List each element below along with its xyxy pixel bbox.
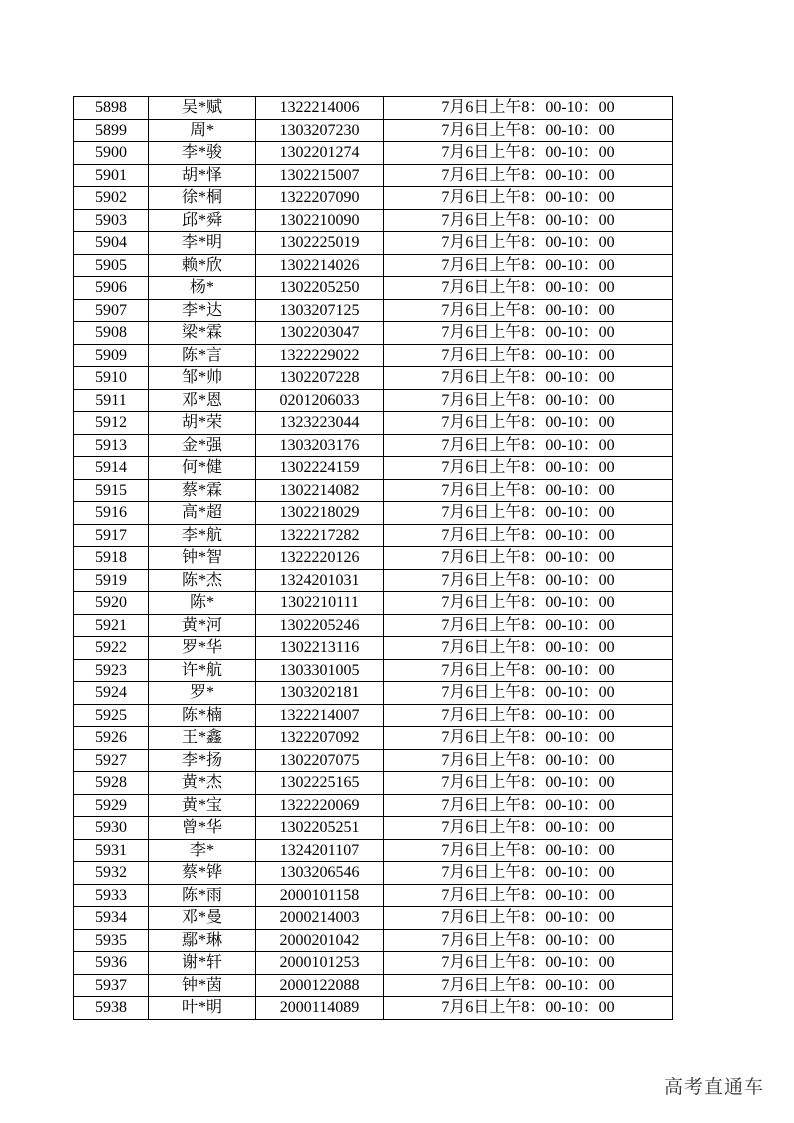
- candidate-id-cell: 1322220069: [256, 794, 384, 817]
- exam-time-cell: 7月6日上午8：00-10：00: [384, 952, 673, 975]
- candidate-id-cell: 1303206546: [256, 862, 384, 885]
- name-cell: 陈*言: [149, 344, 256, 367]
- candidate-id-cell: 1302205251: [256, 817, 384, 840]
- table-row: [74, 592, 673, 615]
- exam-time-cell: 7月6日上午8：00-10：00: [384, 389, 673, 412]
- row-number-cell: 5900: [74, 142, 149, 165]
- schedule-table: [73, 96, 673, 1020]
- candidate-id-cell: 1322214006: [256, 97, 384, 120]
- exam-time-cell: 7月6日上午8：00-10：00: [384, 592, 673, 615]
- row-number-cell: 5920: [74, 592, 149, 615]
- exam-time-cell: 7月6日上午8：00-10：00: [384, 614, 673, 637]
- table-row: [74, 749, 673, 772]
- table-row: [74, 929, 673, 952]
- name-cell: 高*超: [149, 502, 256, 525]
- name-cell: 邓*恩: [149, 389, 256, 412]
- row-number-cell: 5931: [74, 839, 149, 862]
- name-cell: 罗*华: [149, 637, 256, 660]
- table-row: [74, 839, 673, 862]
- name-cell: 黄*宝: [149, 794, 256, 817]
- candidate-id-cell: 1303301005: [256, 659, 384, 682]
- row-number-cell: 5905: [74, 254, 149, 277]
- row-number-cell: 5922: [74, 637, 149, 660]
- name-cell: 李*达: [149, 299, 256, 322]
- exam-time-cell: 7月6日上午8：00-10：00: [384, 524, 673, 547]
- row-number-cell: 5932: [74, 862, 149, 885]
- table-row: [74, 974, 673, 997]
- exam-time-cell: 7月6日上午8：00-10：00: [384, 119, 673, 142]
- name-cell: 黄*杰: [149, 772, 256, 795]
- row-number-cell: 5908: [74, 322, 149, 345]
- name-cell: 蔡*霖: [149, 479, 256, 502]
- name-cell: 钟*茵: [149, 974, 256, 997]
- candidate-id-cell: 1324201107: [256, 839, 384, 862]
- name-cell: 吴*赋: [149, 97, 256, 120]
- candidate-id-cell: 1302205250: [256, 277, 384, 300]
- candidate-id-cell: 2000101253: [256, 952, 384, 975]
- name-cell: 许*航: [149, 659, 256, 682]
- exam-time-cell: 7月6日上午8：00-10：00: [384, 209, 673, 232]
- exam-time-cell: 7月6日上午8：00-10：00: [384, 974, 673, 997]
- candidate-id-cell: 1324201031: [256, 569, 384, 592]
- row-number-cell: 5913: [74, 434, 149, 457]
- name-cell: 黄*河: [149, 614, 256, 637]
- name-cell: 梁*霖: [149, 322, 256, 345]
- exam-time-cell: 7月6日上午8：00-10：00: [384, 232, 673, 255]
- row-number-cell: 5909: [74, 344, 149, 367]
- name-cell: 胡*怿: [149, 164, 256, 187]
- candidate-id-cell: 1322217282: [256, 524, 384, 547]
- table-row: [74, 97, 673, 120]
- name-cell: 金*强: [149, 434, 256, 457]
- row-number-cell: 5906: [74, 277, 149, 300]
- exam-time-cell: 7月6日上午8：00-10：00: [384, 412, 673, 435]
- table-row: [74, 862, 673, 885]
- row-number-cell: 5933: [74, 884, 149, 907]
- exam-time-cell: 7月6日上午8：00-10：00: [384, 367, 673, 390]
- exam-time-cell: 7月6日上午8：00-10：00: [384, 772, 673, 795]
- table-row: [74, 772, 673, 795]
- exam-time-cell: 7月6日上午8：00-10：00: [384, 817, 673, 840]
- exam-time-cell: 7月6日上午8：00-10：00: [384, 659, 673, 682]
- table-row: [74, 884, 673, 907]
- row-number-cell: 5914: [74, 457, 149, 480]
- name-cell: 陈*雨: [149, 884, 256, 907]
- exam-time-cell: 7月6日上午8：00-10：00: [384, 164, 673, 187]
- exam-time-cell: 7月6日上午8：00-10：00: [384, 749, 673, 772]
- exam-time-cell: 7月6日上午8：00-10：00: [384, 839, 673, 862]
- name-cell: 李*扬: [149, 749, 256, 772]
- candidate-id-cell: 1302225019: [256, 232, 384, 255]
- candidate-id-cell: 1302214082: [256, 479, 384, 502]
- table-row: [74, 997, 673, 1020]
- name-cell: 陈*楠: [149, 704, 256, 727]
- name-cell: 周*: [149, 119, 256, 142]
- name-cell: 邱*舜: [149, 209, 256, 232]
- candidate-id-cell: 1302224159: [256, 457, 384, 480]
- row-number-cell: 5937: [74, 974, 149, 997]
- exam-time-cell: 7月6日上午8：00-10：00: [384, 344, 673, 367]
- exam-time-cell: 7月6日上午8：00-10：00: [384, 884, 673, 907]
- table-row: [74, 502, 673, 525]
- candidate-id-cell: 1303203176: [256, 434, 384, 457]
- name-cell: 陈*杰: [149, 569, 256, 592]
- candidate-id-cell: 1303207125: [256, 299, 384, 322]
- candidate-id-cell: 1302213116: [256, 637, 384, 660]
- exam-time-cell: 7月6日上午8：00-10：00: [384, 457, 673, 480]
- candidate-id-cell: 1302210111: [256, 592, 384, 615]
- table-row: [74, 794, 673, 817]
- candidate-id-cell: 1302205246: [256, 614, 384, 637]
- table-row: [74, 682, 673, 705]
- table-row: [74, 479, 673, 502]
- exam-time-cell: 7月6日上午8：00-10：00: [384, 547, 673, 570]
- exam-time-cell: 7月6日上午8：00-10：00: [384, 142, 673, 165]
- row-number-cell: 5912: [74, 412, 149, 435]
- table-row: [74, 209, 673, 232]
- name-cell: 鄢*琳: [149, 929, 256, 952]
- exam-time-cell: 7月6日上午8：00-10：00: [384, 929, 673, 952]
- exam-time-cell: 7月6日上午8：00-10：00: [384, 187, 673, 210]
- name-cell: 邓*曼: [149, 907, 256, 930]
- name-cell: 钟*智: [149, 547, 256, 570]
- row-number-cell: 5911: [74, 389, 149, 412]
- row-number-cell: 5901: [74, 164, 149, 187]
- candidate-id-cell: 1322214007: [256, 704, 384, 727]
- candidate-id-cell: 1322220126: [256, 547, 384, 570]
- row-number-cell: 5902: [74, 187, 149, 210]
- exam-time-cell: 7月6日上午8：00-10：00: [384, 997, 673, 1020]
- row-number-cell: 5898: [74, 97, 149, 120]
- candidate-id-cell: 1302218029: [256, 502, 384, 525]
- exam-time-cell: 7月6日上午8：00-10：00: [384, 254, 673, 277]
- candidate-id-cell: 2000122088: [256, 974, 384, 997]
- name-cell: 李*航: [149, 524, 256, 547]
- table-row: [74, 457, 673, 480]
- name-cell: 李*骏: [149, 142, 256, 165]
- table-row: [74, 389, 673, 412]
- candidate-id-cell: 1302207228: [256, 367, 384, 390]
- exam-time-cell: 7月6日上午8：00-10：00: [384, 907, 673, 930]
- row-number-cell: 5915: [74, 479, 149, 502]
- exam-time-cell: 7月6日上午8：00-10：00: [384, 434, 673, 457]
- name-cell: 叶*明: [149, 997, 256, 1020]
- row-number-cell: 5934: [74, 907, 149, 930]
- row-number-cell: 5925: [74, 704, 149, 727]
- candidate-id-cell: 2000201042: [256, 929, 384, 952]
- exam-time-cell: 7月6日上午8：00-10：00: [384, 479, 673, 502]
- name-cell: 曾*华: [149, 817, 256, 840]
- row-number-cell: 5923: [74, 659, 149, 682]
- exam-time-cell: 7月6日上午8：00-10：00: [384, 97, 673, 120]
- table-row: [74, 704, 673, 727]
- name-cell: 徐*桐: [149, 187, 256, 210]
- name-cell: 陈*: [149, 592, 256, 615]
- candidate-id-cell: 1302225165: [256, 772, 384, 795]
- table-row: [74, 434, 673, 457]
- candidate-id-cell: 1323223044: [256, 412, 384, 435]
- candidate-id-cell: 1322229022: [256, 344, 384, 367]
- schedule-table-body: [74, 97, 673, 1020]
- name-cell: 邹*帅: [149, 367, 256, 390]
- candidate-id-cell: 1303207230: [256, 119, 384, 142]
- candidate-id-cell: 0201206033: [256, 389, 384, 412]
- row-number-cell: 5929: [74, 794, 149, 817]
- exam-time-cell: 7月6日上午8：00-10：00: [384, 637, 673, 660]
- table-row: [74, 119, 673, 142]
- table-row: [74, 187, 673, 210]
- table-row: [74, 952, 673, 975]
- row-number-cell: 5904: [74, 232, 149, 255]
- name-cell: 何*健: [149, 457, 256, 480]
- table-row: [74, 232, 673, 255]
- candidate-id-cell: 2000214003: [256, 907, 384, 930]
- row-number-cell: 5936: [74, 952, 149, 975]
- name-cell: 李*: [149, 839, 256, 862]
- table-row: [74, 142, 673, 165]
- table-row: [74, 299, 673, 322]
- row-number-cell: 5917: [74, 524, 149, 547]
- table-row: [74, 322, 673, 345]
- row-number-cell: 5930: [74, 817, 149, 840]
- exam-time-cell: 7月6日上午8：00-10：00: [384, 727, 673, 750]
- table-row: [74, 412, 673, 435]
- row-number-cell: 5903: [74, 209, 149, 232]
- candidate-id-cell: 1322207092: [256, 727, 384, 750]
- name-cell: 赖*欣: [149, 254, 256, 277]
- table-row: [74, 659, 673, 682]
- name-cell: 罗*: [149, 682, 256, 705]
- table-row: [74, 637, 673, 660]
- row-number-cell: 5926: [74, 727, 149, 750]
- exam-time-cell: 7月6日上午8：00-10：00: [384, 502, 673, 525]
- table-row: [74, 277, 673, 300]
- table-row: [74, 614, 673, 637]
- exam-time-cell: 7月6日上午8：00-10：00: [384, 704, 673, 727]
- row-number-cell: 5935: [74, 929, 149, 952]
- row-number-cell: 5907: [74, 299, 149, 322]
- name-cell: 谢*轩: [149, 952, 256, 975]
- candidate-id-cell: 1302210090: [256, 209, 384, 232]
- name-cell: 蔡*铧: [149, 862, 256, 885]
- table-row: [74, 817, 673, 840]
- row-number-cell: 5924: [74, 682, 149, 705]
- table-row: [74, 547, 673, 570]
- name-cell: 杨*: [149, 277, 256, 300]
- name-cell: 胡*荣: [149, 412, 256, 435]
- row-number-cell: 5910: [74, 367, 149, 390]
- candidate-id-cell: 1302207075: [256, 749, 384, 772]
- table-row: [74, 727, 673, 750]
- exam-time-cell: 7月6日上午8：00-10：00: [384, 569, 673, 592]
- candidate-id-cell: 1302215007: [256, 164, 384, 187]
- row-number-cell: 5919: [74, 569, 149, 592]
- table-row: [74, 524, 673, 547]
- row-number-cell: 5928: [74, 772, 149, 795]
- candidate-id-cell: 1322207090: [256, 187, 384, 210]
- exam-time-cell: 7月6日上午8：00-10：00: [384, 277, 673, 300]
- candidate-id-cell: 1302214026: [256, 254, 384, 277]
- table-row: [74, 367, 673, 390]
- exam-time-cell: 7月6日上午8：00-10：00: [384, 322, 673, 345]
- table-row: [74, 254, 673, 277]
- row-number-cell: 5927: [74, 749, 149, 772]
- row-number-cell: 5916: [74, 502, 149, 525]
- candidate-id-cell: 1302201274: [256, 142, 384, 165]
- row-number-cell: 5899: [74, 119, 149, 142]
- table-row: [74, 569, 673, 592]
- table-row: [74, 907, 673, 930]
- candidate-id-cell: 1303202181: [256, 682, 384, 705]
- name-cell: 李*明: [149, 232, 256, 255]
- exam-time-cell: 7月6日上午8：00-10：00: [384, 794, 673, 817]
- candidate-id-cell: 1302203047: [256, 322, 384, 345]
- table-row: [74, 164, 673, 187]
- candidate-id-cell: 2000114089: [256, 997, 384, 1020]
- row-number-cell: 5938: [74, 997, 149, 1020]
- name-cell: 王*鑫: [149, 727, 256, 750]
- exam-time-cell: 7月6日上午8：00-10：00: [384, 682, 673, 705]
- exam-time-cell: 7月6日上午8：00-10：00: [384, 862, 673, 885]
- table-row: [74, 344, 673, 367]
- row-number-cell: 5921: [74, 614, 149, 637]
- candidate-id-cell: 2000101158: [256, 884, 384, 907]
- watermark-text: 高考直通车: [663, 1076, 764, 1098]
- exam-time-cell: 7月6日上午8：00-10：00: [384, 299, 673, 322]
- row-number-cell: 5918: [74, 547, 149, 570]
